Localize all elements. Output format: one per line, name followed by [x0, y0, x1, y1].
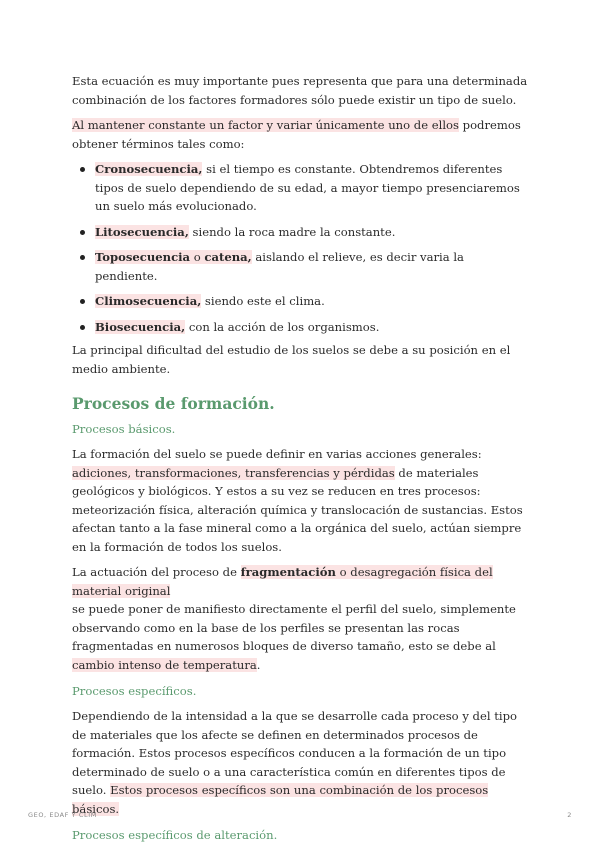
text-span: . [256, 657, 261, 672]
subheading-procesos-alteracion: Procesos específicos de alteración. [72, 828, 278, 842]
page-footer [28, 811, 572, 819]
list-item-text: siendo la roca madre la constante. [188, 224, 396, 239]
page-number: 2 [567, 811, 572, 819]
paragraph-factores [72, 116, 528, 153]
list-item-text: con la acción de los organismos. [185, 319, 380, 334]
highlight-combinacion: Estos procesos específicos son una combinación de los procesos básicos. [72, 783, 489, 816]
heading-procesos-formacion: Procesos de formación. [72, 394, 275, 413]
list-item-text: si el tiempo es constante. Obtendremos diferentes tipos de suelo dependiendo de su edad, a mayor tiempo presenciaremos un suelo más evolucionado. [95, 162, 520, 213]
term-fragmentacion: fragmentación [240, 565, 336, 579]
paragraph-procesos-especificos [72, 707, 528, 818]
list-item-connector: o [190, 250, 205, 264]
term-catena: catena, [204, 250, 252, 264]
text-span: La actuación del proceso de [72, 565, 241, 579]
highlight-desagregacion: o desagregación física del material original [72, 565, 493, 598]
highlight-acciones: adiciones, transformaciones, transferencias y pérdidas [72, 465, 395, 480]
paragraph-fragmentacion [72, 563, 528, 674]
text-span: Dependiendo de la intensidad a la que se desarrolle cada proceso y del tipo de materiales que los afecte se definen en determinados procesos de formación. Estos procesos específicos conducen a la formación de un tipo determinado de suelo o a una característica común en diferentes tipos de suelo. [72, 709, 518, 797]
subheading-procesos-basicos: Procesos básicos. [72, 422, 176, 436]
term-climosecuencia: Climosecuencia, [95, 294, 202, 308]
text-span: La formación del suelo se puede definir en varias acciones generales: [72, 447, 482, 461]
term-biosecuencia: Biosecuencia, [95, 319, 186, 334]
paragraph-formacion-suelo [72, 445, 528, 556]
list-item-climosecuencia [95, 292, 528, 311]
paragraph-dificultad: La principal dificultad del estudio de los suelos se debe a su posición en el medio ambiente. [72, 343, 511, 376]
page-content [72, 72, 528, 851]
list-item-text: siendo este el clima. [201, 294, 325, 308]
list-item-text: aislando el relieve, es decir varia la pendiente. [95, 250, 464, 283]
text-span: de materiales geológicos y biológicos. Y estos a su vez se reducen en tres procesos: meteorización física, alteración química y translocación de sustancias. Estos afectan tanto a la fase mineral como a la orgánica del suelo, actúan siempre en la formación de todos los suelos. [72, 465, 523, 554]
list-item-biosecuencia [95, 318, 528, 337]
text-span: se puede poner de manifiesto directamente el perfil del suelo, simplemente observando como en la base de los perfiles se presentan las rocas fragmentadas en numerosos bloques de diverso tamaño, esto se debe al [72, 602, 516, 653]
list-item-cronosecuencia [95, 160, 528, 216]
list-item-litosecuencia [95, 223, 528, 242]
footer-title: GEO, EDAF Y CLIM [28, 811, 97, 819]
term-toposecuencia: Toposecuencia [95, 250, 191, 264]
paragraph-factores-rest: podremos obtener términos tales como: [72, 118, 521, 151]
subheading-procesos-especificos: Procesos específicos. [72, 684, 197, 698]
list-item-toposecuencia [95, 248, 528, 285]
secuencias-list [72, 160, 528, 336]
paragraph-ecuacion: Esta ecuación es muy importante pues representa que para una determinada combinación de los factores formadores sólo puede existir un tipo de suelo. [72, 74, 528, 107]
term-litosecuencia: Litosecuencia, [95, 224, 189, 239]
highlight-factor-constante: Al mantener constante un factor y variar únicamente uno de ellos [72, 118, 459, 132]
term-cronosecuencia: Cronosecuencia, [95, 162, 203, 176]
highlight-cambio-temperatura: cambio intenso de temperatura [72, 657, 257, 672]
